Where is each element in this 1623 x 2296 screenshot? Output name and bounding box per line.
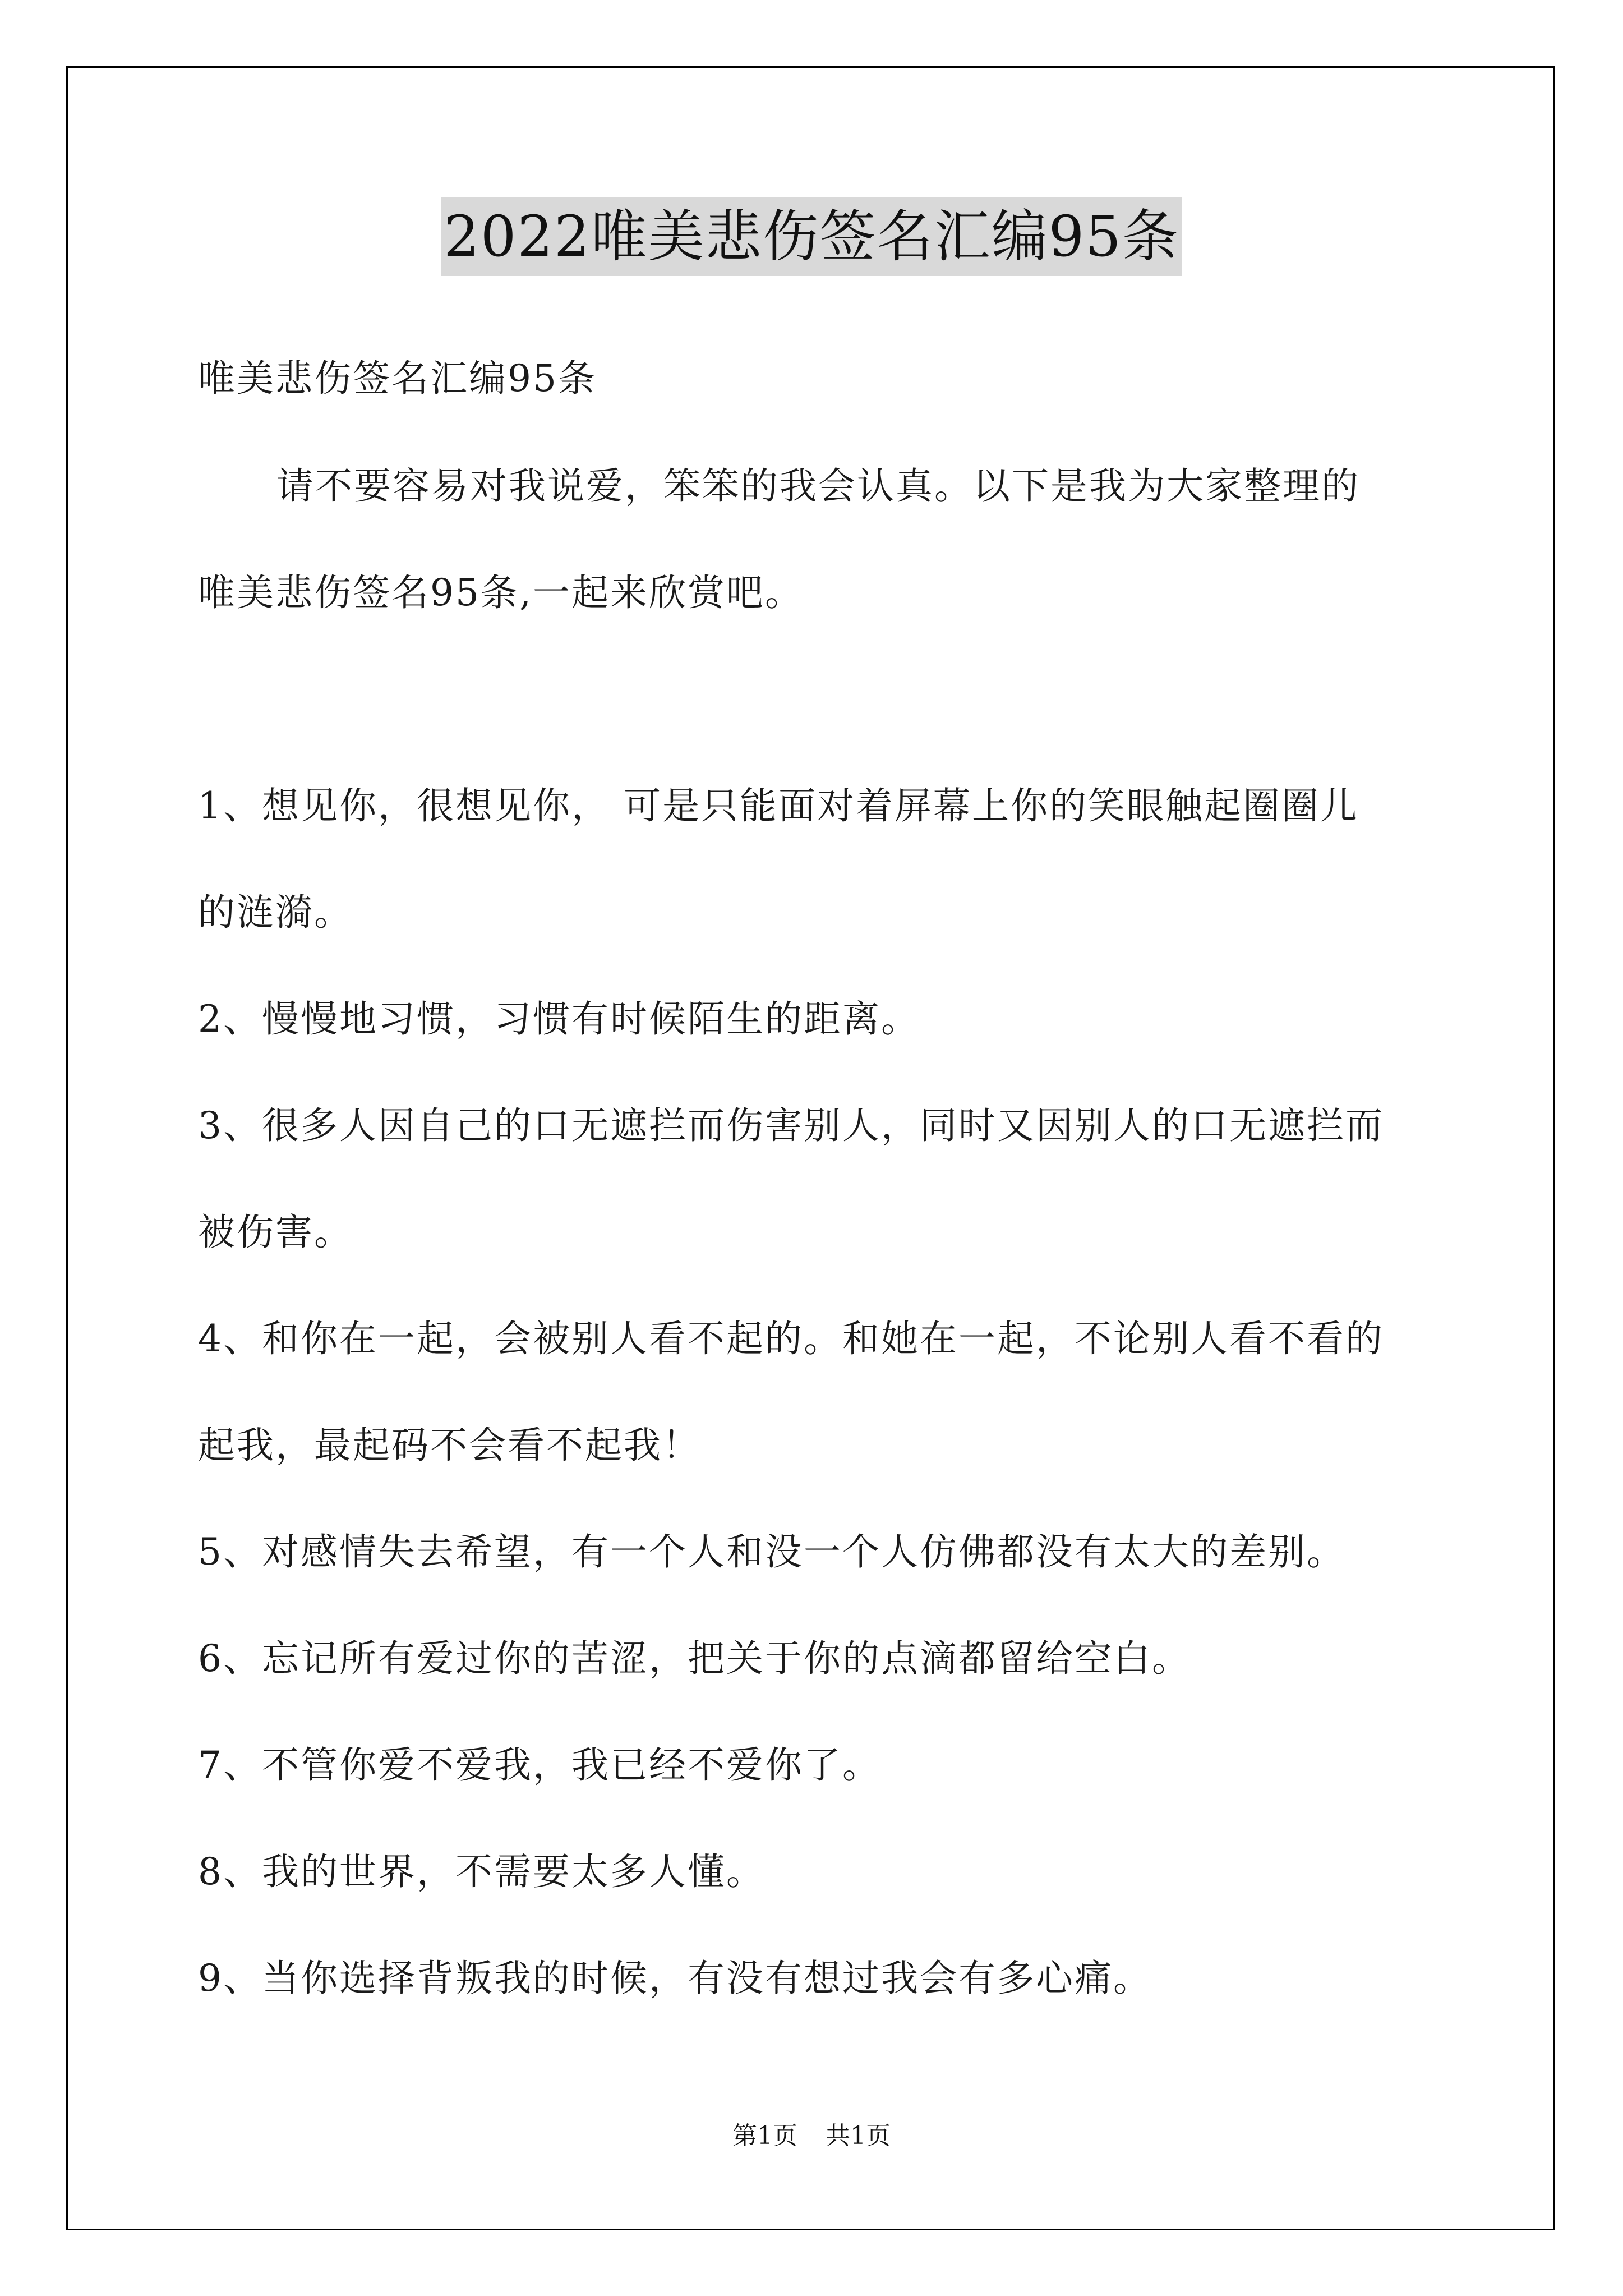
list-item-8-line-1: 8、我的世界，不需要太多人懂。 — [198, 1850, 765, 1893]
list-item-3-line-1: 3、很多人因自己的口无遮拦而伤害别人，同时又因别人的口无遮拦而 — [198, 1104, 1384, 1147]
list-item-9-line-1: 9、当你选择背叛我的时候，有没有想过我会有多心痛。 — [198, 1957, 1152, 2000]
list-item-3-line-2: 被伤害。 — [198, 1211, 353, 1254]
title-wrapper — [0, 197, 1623, 276]
list-item-4-line-1: 4、和你在一起，会被别人看不起的。和她在一起，不论别人看不看的 — [198, 1317, 1384, 1360]
list-item-5-line-1: 5、对感情失去希望，有一个人和没一个人仿佛都没有太大的差别。 — [198, 1530, 1345, 1573]
page-footer — [0, 2119, 1623, 2153]
list-item-4-line-2: 起我，最起码不会看不起我！ — [198, 1424, 701, 1467]
list-item-6-line-1: 6、忘记所有爱过你的苦涩，把关于你的点滴都留给空白。 — [198, 1637, 1191, 1680]
document-title: 2022唯美悲伤签名汇编95条 — [441, 197, 1182, 276]
list-item-7-line-1: 7、不管你爱不爱我，我已经不爱你了。 — [198, 1743, 881, 1787]
intro-line-1: 请不要容易对我说爱，笨笨的我会认真。以下是我为大家整理的 — [276, 464, 1360, 508]
intro-line-2: 唯美悲伤签名95条,一起来欣赏吧。 — [198, 571, 804, 614]
list-item-1-line-1: 1、想见你，很想见你， 可是只能面对着屏幕上你的笑眼触起圈圈儿 — [198, 784, 1359, 827]
page-total: 共1页 — [826, 2122, 891, 2150]
page-number: 第1页 — [732, 2122, 797, 2150]
document-subtitle: 唯美悲伤签名汇编95条 — [198, 357, 597, 400]
list-item-1-line-2: 的涟漪。 — [198, 891, 353, 934]
list-item-2-line-1: 2、慢慢地习惯，习惯有时候陌生的距离。 — [198, 997, 920, 1041]
